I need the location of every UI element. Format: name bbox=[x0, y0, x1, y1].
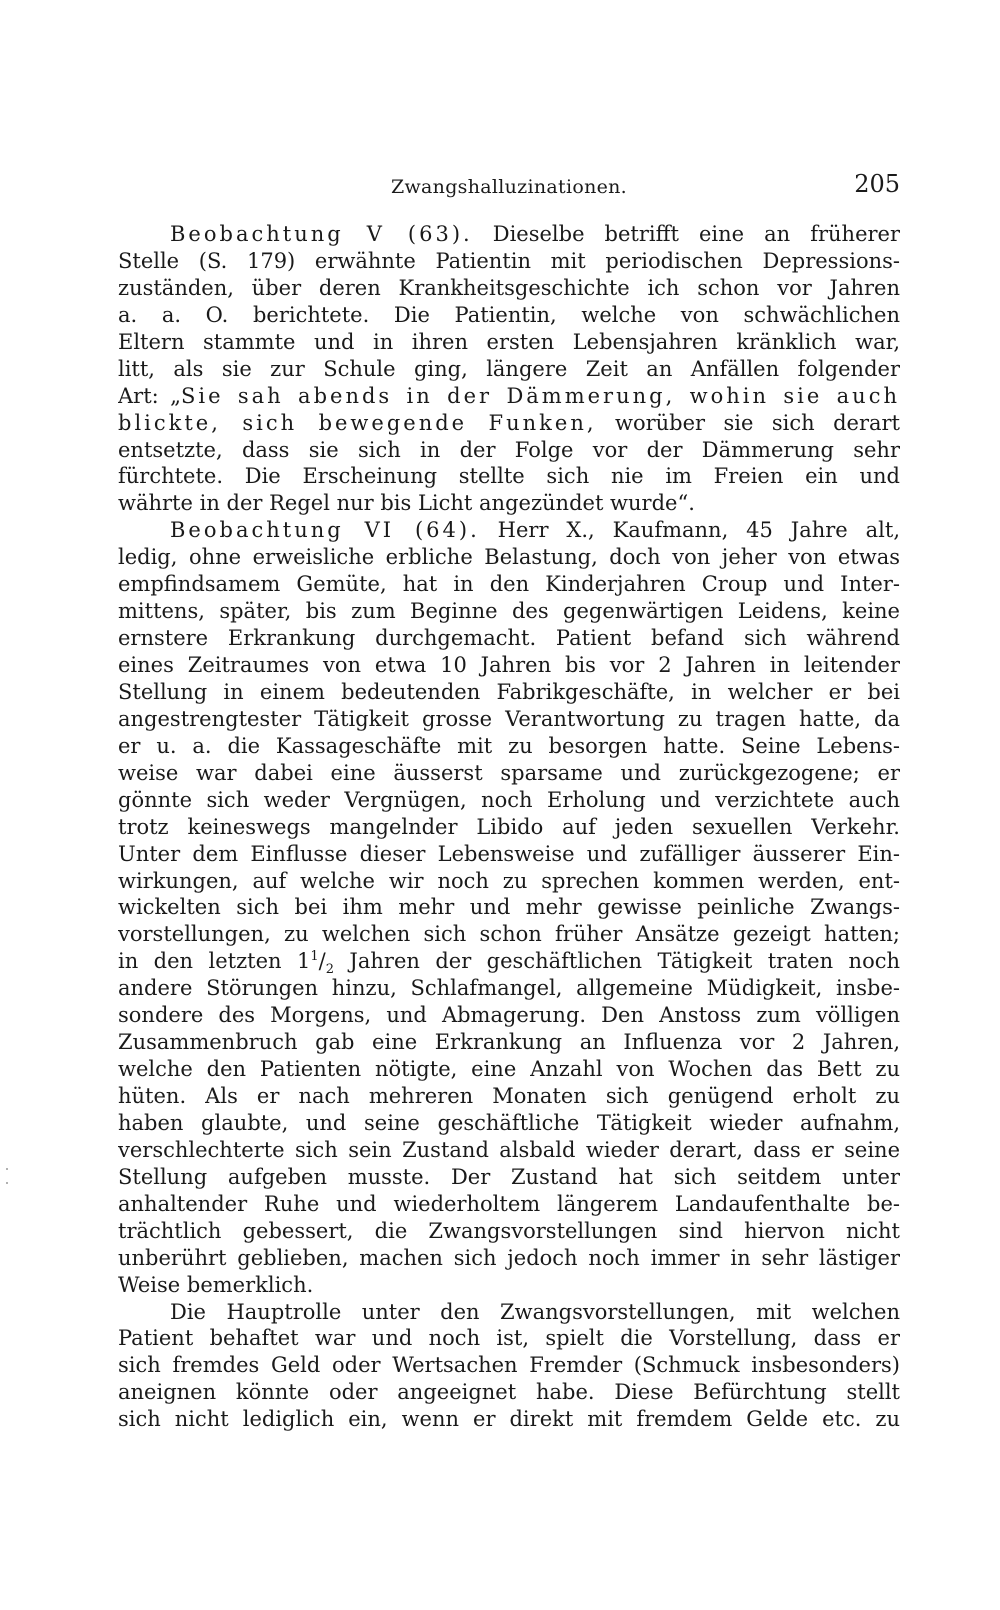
text-line bbox=[118, 463, 900, 490]
text-line bbox=[118, 1110, 900, 1137]
spaced-emphasis: Beobachtung V (63). bbox=[170, 222, 473, 246]
text-run: trächtlich gebessert, die Zwangsvorstellungen sind hiervon nicht bbox=[118, 1218, 900, 1243]
text-line bbox=[118, 760, 900, 787]
text-run: trotz keineswegs mangelnder Libido auf jeden sexuellen Verkehr. bbox=[118, 814, 900, 839]
text-line bbox=[118, 894, 900, 921]
text-line bbox=[118, 329, 900, 356]
text-run: währte in der Regel nur bis Licht angezündet wurde“. bbox=[118, 491, 695, 516]
text-run: Weise bemerklich. bbox=[118, 1272, 314, 1297]
text-line bbox=[118, 1191, 900, 1218]
text-line bbox=[118, 356, 900, 383]
text-run: 1 bbox=[310, 949, 319, 965]
text-run: Zusammenbruch gab eine Erkrankung an Influenza vor 2 Jahren, bbox=[118, 1030, 900, 1055]
text-run: in den letzten 1 bbox=[118, 949, 311, 974]
text-run: angestrengtester Tätigkeit grosse Verantwortung zu tragen hatte, da bbox=[118, 706, 900, 731]
running-title: Zwangshalluzinationen. bbox=[390, 176, 628, 198]
text-line bbox=[118, 598, 900, 625]
text-run: litt, als sie zur Schule ging, längere Zeit an Anfällen folgender bbox=[118, 356, 900, 381]
text-line bbox=[118, 571, 900, 598]
text-run: unberührt geblieben, machen sich jedoch noch immer in sehr lästiger bbox=[118, 1245, 900, 1270]
text-line bbox=[118, 275, 900, 302]
text-run: verschlechterte sich sein Zustand alsbald wieder derart, dass er seine bbox=[118, 1137, 900, 1162]
text-run: anhaltender Ruhe und wiederholtem längerem Landaufenthalte be- bbox=[118, 1191, 900, 1216]
text-run: Herr X., Kaufmann, 45 Jahre alt, bbox=[479, 518, 900, 543]
text-run: andere Störungen hinzu, Schlafmangel, allgemeine Müdigkeit, insbe- bbox=[118, 976, 900, 1001]
running-head bbox=[118, 170, 900, 210]
text-line bbox=[118, 652, 900, 679]
text-line bbox=[118, 975, 900, 1002]
text-run: eines Zeitraumes von etwa 10 Jahren bis vor 2 Jahren in leitender bbox=[118, 653, 900, 677]
text-line bbox=[118, 1137, 900, 1164]
text-line bbox=[118, 410, 900, 437]
text-line bbox=[118, 1299, 900, 1326]
body-text bbox=[118, 221, 900, 1433]
text-run: empfindsamem Gemüte, hat in den Kinderjahren Croup und Inter- bbox=[118, 572, 900, 597]
text-line bbox=[118, 1002, 900, 1029]
spaced-emphasis: blickte, sich bewegende Funken, bbox=[118, 410, 597, 435]
text-line bbox=[118, 679, 900, 706]
text-run: fürchtete. Die Erscheinung stellte sich nie im Freien ein und bbox=[118, 464, 900, 489]
text-run: wickelten sich bei ihm mehr und mehr gewisse peinliche Zwangs- bbox=[118, 895, 900, 920]
text-line bbox=[118, 625, 900, 652]
text-line bbox=[118, 544, 900, 571]
text-run: Patient behaftet war und noch ist, spielt die Vorstellung, dass er bbox=[118, 1326, 900, 1351]
text-line bbox=[118, 1406, 900, 1433]
text-run: Jahren der geschäftlichen Tätigkeit traten noch bbox=[334, 949, 900, 974]
text-run: haben glaubte, und seine geschäftliche Tätigkeit wieder aufnahm, bbox=[118, 1110, 900, 1135]
text-run: vorstellungen, zu welchen sich schon früher Ansätze gezeigt hatten; bbox=[118, 922, 900, 947]
text-run: entsetzte, dass sie sich in der Folge vor der Dämmerung sehr bbox=[118, 437, 900, 462]
text-line bbox=[118, 948, 900, 975]
text-line bbox=[118, 1083, 900, 1110]
text-run: ledig, ohne erweisliche erbliche Belastung, doch von jeher von etwas bbox=[118, 545, 900, 570]
text-run: Stelle (S. 179) erwähnte Patientin mit periodischen Depressions- bbox=[118, 248, 900, 273]
text-run: sich nicht lediglich ein, wenn er direkt mit fremdem Gelde etc. zu bbox=[118, 1407, 900, 1432]
spaced-emphasis: Sie sah abends in der Dämmerung, wohin sie auch bbox=[180, 383, 900, 408]
text-run: sondere des Morgens, und Abmagerung. Den Anstoss zum völligen bbox=[118, 1003, 900, 1028]
text-run: welche den Patienten nötigte, eine Anzahl von Wochen das Bett zu bbox=[118, 1057, 900, 1082]
text-line bbox=[118, 868, 900, 895]
text-line bbox=[118, 814, 900, 841]
text-run: ernstere Erkrankung durchgemacht. Patient befand sich während bbox=[118, 626, 900, 651]
text-line bbox=[118, 221, 900, 248]
text-run: a. a. O. berichtete. Die Patientin, welche von schwächlichen bbox=[118, 302, 900, 327]
text-run: sich fremdes Geld oder Wertsachen Fremder (Schmuck insbesonders) bbox=[118, 1353, 900, 1378]
scan-speck bbox=[6, 1182, 8, 1184]
text-run: Eltern stammte und in ihren ersten Lebensjahren kränklich war, bbox=[118, 329, 900, 354]
text-line bbox=[118, 921, 900, 948]
text-run: aneignen könnte oder angeeignet habe. Diese Befürchtung stellt bbox=[118, 1380, 900, 1405]
text-run: zuständen, über deren Krankheitsgeschichte ich schon vor Jahren bbox=[118, 275, 900, 300]
text-line bbox=[118, 733, 900, 760]
text-line bbox=[118, 1379, 900, 1406]
text-line bbox=[118, 437, 900, 464]
text-run: hüten. Als er nach mehreren Monaten sich genügend erholt zu bbox=[118, 1084, 900, 1108]
page-number: 205 bbox=[854, 170, 900, 198]
text-line bbox=[118, 383, 900, 410]
text-line bbox=[118, 1164, 900, 1191]
text-line bbox=[118, 1029, 900, 1056]
text-line bbox=[118, 517, 900, 544]
text-run: Stellung in einem bedeutenden Fabrikgeschäfte, in welcher er bei bbox=[118, 679, 900, 704]
text-line bbox=[118, 248, 900, 275]
scan-speck bbox=[6, 1168, 8, 1170]
text-line bbox=[118, 1272, 900, 1299]
text-line bbox=[118, 1218, 900, 1245]
text-run: wirkungen, auf welche wir noch zu sprechen kommen werden, ent- bbox=[118, 868, 900, 893]
text-run: Die Hauptrolle unter den Zwangsvorstellungen, mit welchen bbox=[170, 1299, 900, 1324]
text-line bbox=[118, 706, 900, 733]
text-line bbox=[118, 302, 900, 329]
spaced-emphasis: Beobachtung VI (64). bbox=[170, 518, 480, 543]
text-line bbox=[118, 787, 900, 814]
text-run: Stellung aufgeben musste. Der Zustand hat sich seitdem unter bbox=[118, 1164, 900, 1189]
text-run: gönnte sich weder Vergnügen, noch Erholung und verzichtete auch bbox=[118, 787, 900, 812]
text-run: Unter dem Einflusse dieser Lebensweise und zufälliger äusserer Ein- bbox=[118, 841, 900, 866]
text-line bbox=[118, 1352, 900, 1379]
text-run: / bbox=[318, 949, 326, 974]
text-run: 2 bbox=[325, 962, 334, 976]
text-line bbox=[118, 490, 900, 517]
text-run: er u. a. die Kassageschäfte mit zu besorgen hatte. Seine Lebens- bbox=[118, 733, 900, 758]
text-line bbox=[118, 1325, 900, 1352]
text-run: worüber sie sich derart bbox=[596, 410, 900, 435]
text-line bbox=[118, 1056, 900, 1083]
text-run: weise war dabei eine äusserst sparsame und zurückgezogene; er bbox=[118, 760, 900, 785]
text-run: Art: „ bbox=[118, 383, 181, 408]
text-line bbox=[118, 841, 900, 868]
text-run: mittens, später, bis zum Beginne des gegenwärtigen Leidens, keine bbox=[118, 599, 900, 624]
text-run: Dieselbe betrifft eine an früherer bbox=[472, 222, 900, 246]
text-line bbox=[118, 1245, 900, 1272]
